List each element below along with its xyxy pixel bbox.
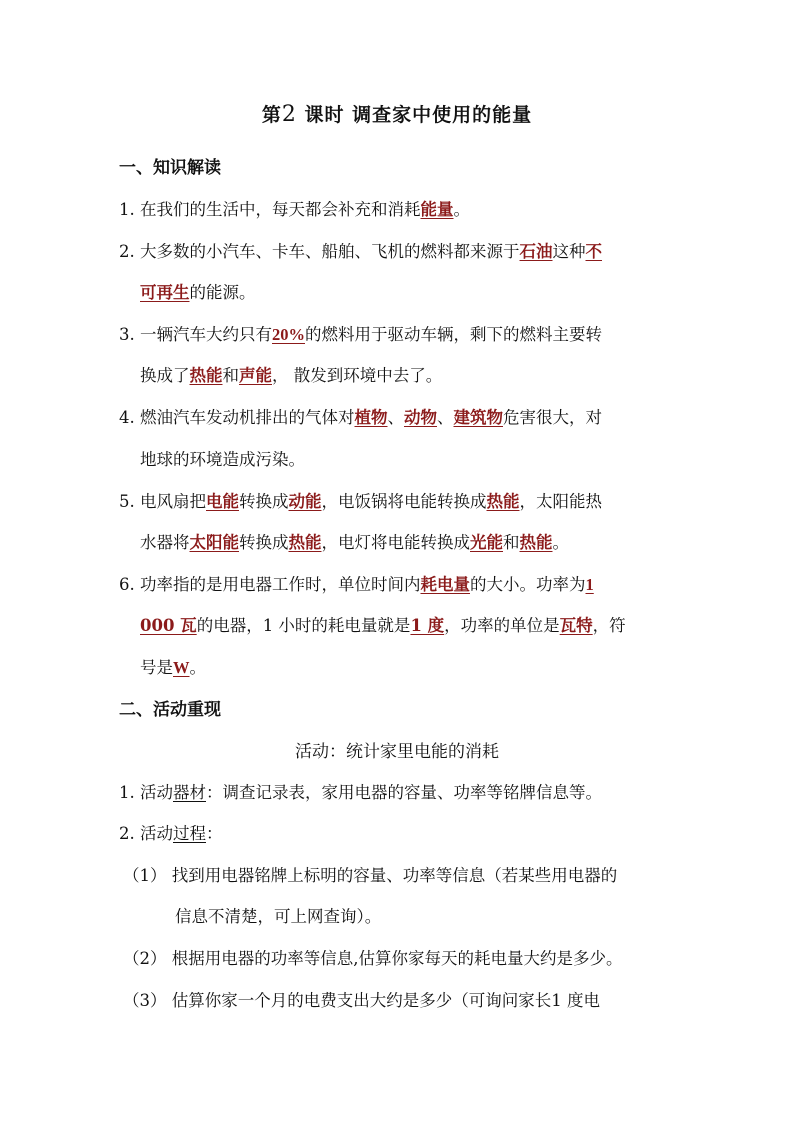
title-prefix: 第 [261,104,282,126]
step-text: 根据用电器的功率等信息,估算你家每天的耗电量大约是多少。 [171,949,623,968]
knowledge-item-6 [119,571,679,595]
answer-blank: 电能 [206,492,239,511]
knowledge-item-4-cont [140,446,700,470]
item-text: 活动 [140,824,173,843]
item-number: 2. [119,824,135,843]
answer-blank: 植物 [354,408,388,427]
answer-blank: 能量 [420,200,454,219]
item-text: 。 [453,200,470,219]
item-number: 5. [119,492,135,511]
item-text: 活动 [140,783,173,802]
answer-blank: 1 [585,575,594,594]
answer-blank: 声能 [239,366,272,385]
item-text: 号是 [140,658,173,677]
item-text: 一辆汽车大约只有 [140,325,272,344]
item-number: 4. [119,408,135,427]
knowledge-item-1 [119,196,679,220]
section-heading-activity: 二、活动重现 [119,700,221,720]
item-text: 转换成 [239,533,289,552]
item-number: 2. [119,242,135,261]
item-text: 的大小。功率为 [470,575,586,594]
answer-blank: 瓦特 [559,616,593,635]
answer-blank: 动物 [404,408,437,427]
answer-blank: 热能 [486,492,520,511]
item-text: 危害很大，对 [503,408,602,427]
item-text: ，电饭锅将电能转换成 [321,492,487,511]
activity-title: 活动：统计家里电能的消耗 [295,742,499,762]
answer-blank: 不 [585,242,602,261]
knowledge-item-5 [119,488,679,512]
step-number: （3） [123,991,167,1010]
answer-blank: 热能 [288,533,322,552]
item-number: 1. [119,783,135,802]
item-text: ：调查记录表，家用电器的容量、功率等铭牌信息等。 [206,783,602,802]
title-number: 2 [281,102,297,127]
step-text: 信息不清楚，可上网查询）。 [175,907,382,926]
knowledge-item-6-cont2 [140,654,700,678]
step-text: 找到用电器铭牌上标明的容量、功率等信息（若某些用电器的 [171,866,618,885]
knowledge-item-5-cont [140,529,700,553]
item-text: 这种 [552,242,586,261]
item-text: 水器将 [140,533,190,552]
item-text: 在我们的生活中，每天都会补充和消耗 [140,200,421,219]
item-text: ， 散发到环境中去了。 [272,366,443,385]
activity-item-2 [119,820,679,844]
activity-step-1 [123,862,683,886]
item-text: 功率指的是用电器工作时，单位时间内 [140,575,421,594]
item-text: ，电灯将电能转换成 [321,533,470,552]
answer-blank: 1 度 [410,616,445,635]
item-text: 、 [437,408,454,427]
activity-step-3 [123,987,683,1011]
item-text: 。 [189,658,206,677]
underlined-term: 过程 [173,824,206,843]
knowledge-item-3 [119,321,679,345]
item-text: 。 [552,533,569,552]
step-text: 估算你家一个月的电费支出大约是多少（可询问家长1 度电 [171,991,600,1010]
knowledge-item-2 [119,238,679,262]
activity-item-1 [119,779,679,803]
knowledge-item-3-cont [140,362,700,386]
answer-blank: 耗电量 [420,575,470,594]
knowledge-item-6-cont [140,612,700,636]
item-text: 大多数的小汽车、卡车、船舶、飞机的燃料都来源于 [140,242,520,261]
item-text: 电风扇把 [140,492,206,511]
answer-blank: 光能 [470,533,503,552]
item-text: 和 [503,533,520,552]
activity-step-1-cont [175,903,735,927]
answer-blank: 动能 [288,492,322,511]
item-number: 1. [119,200,135,219]
knowledge-item-4 [119,404,679,428]
item-text: ，太阳能热 [519,492,602,511]
item-text: 的能源。 [189,283,256,302]
answer-blank: 000 瓦 [140,616,197,635]
section-heading-knowledge: 一、知识解读 [119,158,221,178]
item-number: 6. [119,575,135,594]
activity-step-2 [123,945,683,969]
answer-blank: 太阳能 [189,533,239,552]
item-number: 3. [119,325,135,344]
item-text: 、 [387,408,404,427]
item-text: 燃油汽车发动机排出的气体对 [140,408,355,427]
page-title [0,100,794,127]
item-text: 的电器，1 小时的耗电量就是 [196,616,411,635]
answer-blank: W [173,658,190,677]
answer-blank: 建筑物 [453,408,503,427]
item-text: 和 [222,366,239,385]
item-text: 的燃料用于驱动车辆，剩下的燃料主要转 [305,325,602,344]
answer-blank: 石油 [519,242,553,261]
item-text: 转换成 [239,492,289,511]
underlined-term: 器材 [173,783,206,802]
step-number: （2） [123,949,167,968]
item-text: ，功率的单位是 [444,616,560,635]
item-text: ： [206,824,223,843]
step-number: （1） [123,866,167,885]
item-text: 地球的环境造成污染。 [140,450,305,469]
item-text: ，符 [592,616,626,635]
answer-blank: 热能 [189,366,223,385]
answer-blank: 热能 [519,533,553,552]
item-text: 换成了 [140,366,190,385]
knowledge-item-2-cont [140,279,700,303]
answer-blank: 20% [272,325,305,344]
answer-blank: 可再生 [140,283,190,302]
title-text: 课时 调查家中使用的能量 [296,104,533,126]
